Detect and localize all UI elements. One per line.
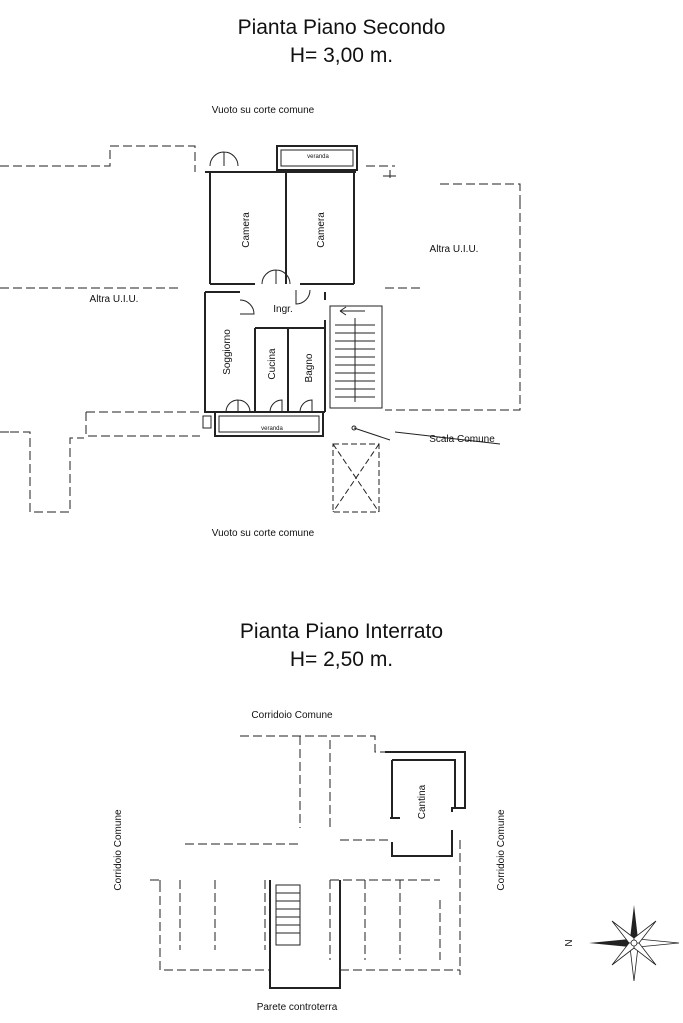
compass-rose-icon <box>589 905 679 981</box>
label-cucina: Cucina <box>267 348 278 380</box>
label-altra-right: Altra U.I.U. <box>429 244 479 255</box>
label-parete: Parete controterra <box>256 1002 338 1013</box>
label-corridoio-right: Corridoio Comune <box>496 809 507 891</box>
basement-plan <box>150 736 465 988</box>
label-scala: Scala Comune <box>429 434 495 445</box>
label-vuoto-bottom: Vuoto su corte comune <box>211 528 315 539</box>
label-altra-left: Altra U.I.U. <box>89 294 139 305</box>
basement-title: Pianta Piano Interrato <box>239 620 444 643</box>
basement-height: H= 2,50 m. <box>289 648 394 671</box>
label-ingresso: Ingr. <box>273 304 293 315</box>
label-camera-1: Camera <box>241 212 252 248</box>
label-corridoio-left: Corridoio Comune <box>113 809 124 891</box>
label-veranda-bottom: veranda <box>261 426 283 432</box>
label-vuoto-top: Vuoto su corte comune <box>211 105 315 116</box>
label-soggiorno: Soggiorno <box>222 329 233 375</box>
compass-north-label: N <box>564 939 575 947</box>
second-floor-height: H= 3,00 m. <box>289 44 394 67</box>
label-corridoio-top: Corridoio Comune <box>251 710 333 721</box>
label-veranda-top: veranda <box>307 154 329 160</box>
label-cantina: Cantina <box>417 784 428 820</box>
second-floor-plan <box>0 146 520 512</box>
second-floor-title: Pianta Piano Secondo <box>237 16 446 39</box>
label-camera-2: Camera <box>316 212 327 248</box>
label-bagno: Bagno <box>304 353 315 383</box>
